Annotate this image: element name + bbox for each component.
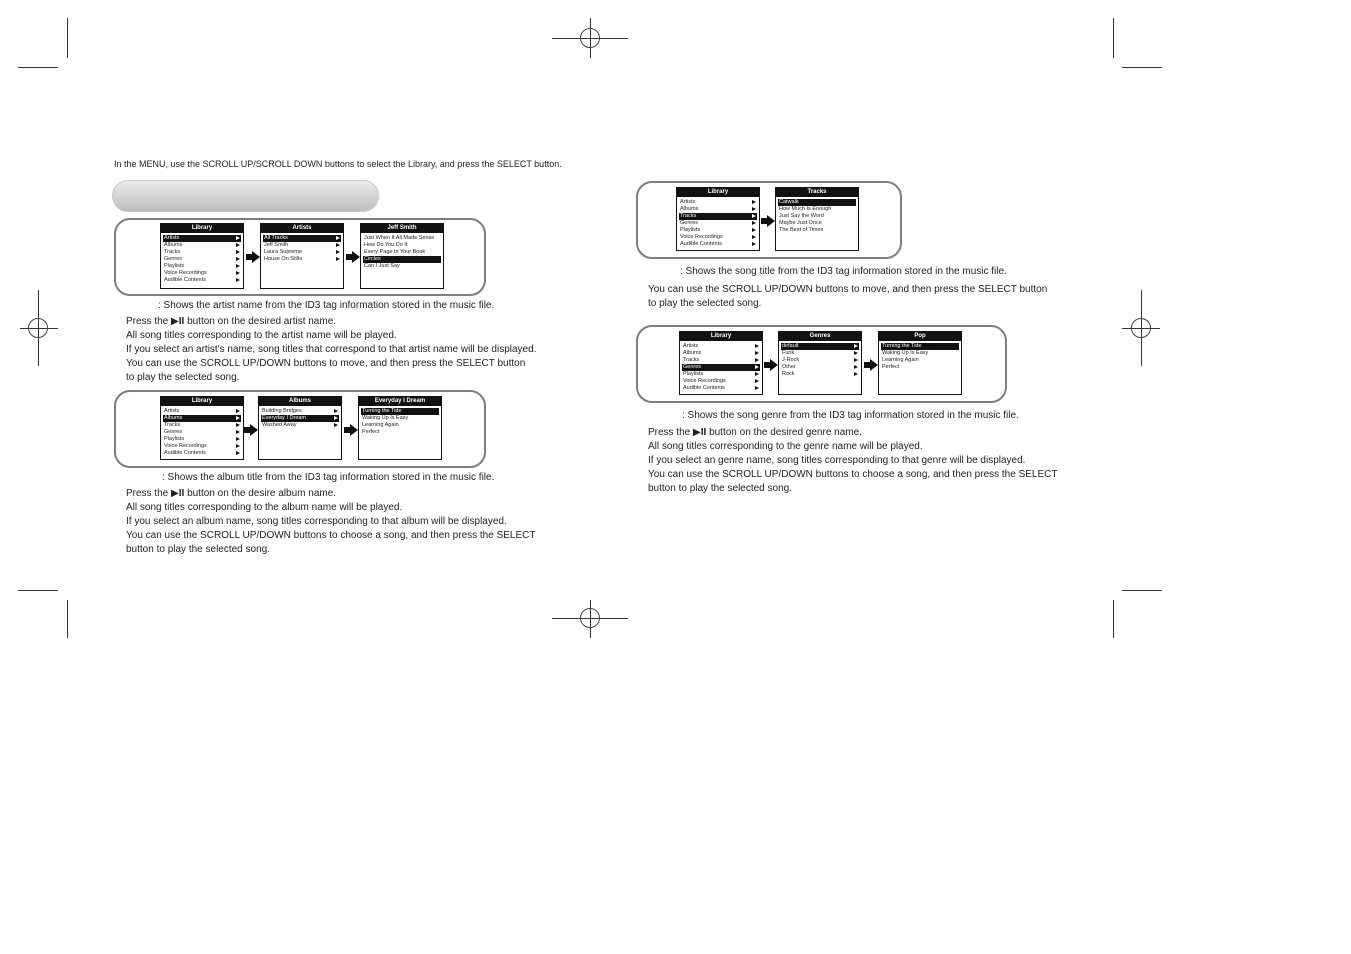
menu-item: Every Page In Your Book [364,249,426,255]
menu-item: Playlists [679,227,757,234]
submenu-arrow-icon [236,423,240,427]
instruction-text: If you select an genre name, song titles corresponding to that genre will be displayed. [648,455,1026,466]
menu-item: Perfect [362,429,380,435]
menu-item: Playlists [163,263,241,270]
play-pause-icon: ▶II [693,427,707,438]
submenu-arrow-icon [752,228,756,232]
menu-item: Genres [682,364,760,371]
instruction-text: All song titles corresponding to the album name will be played. [126,502,403,513]
menu-item: Artists [682,343,760,350]
submenu-arrow-icon [236,236,240,240]
submenu-arrow-icon [755,365,759,369]
instruction-text: button on the desired genre name. [709,427,862,438]
arrow-right-icon [244,424,258,436]
menu-item: Washed Away [261,422,339,429]
menu-item: Genres [163,429,241,436]
menu-item: Artists [679,199,757,206]
menu-item: Playlists [163,436,241,443]
tracks-description: : Shows the song title from the ID3 tag information stored in the music file. [680,266,1007,277]
menu-item: Everyday I Dream [261,415,339,422]
albums-instructions [126,487,556,557]
menu-item: Albums [682,350,760,357]
arrow-right-icon [764,359,778,371]
instruction-text: Press the [126,316,169,327]
screen-menu-list [161,233,243,284]
arrow-right-icon [246,251,260,263]
submenu-arrow-icon [755,358,759,362]
menu-item: Can I Just Say [364,263,400,269]
instruction-text: All song titles corresponding to the artist name will be played. [126,330,397,341]
instruction-text: You can use the SCROLL UP/DOWN buttons to move, and then press the SELECT button [126,358,526,369]
menu-item: Building Bridges [261,408,339,415]
screen-menu-list [776,197,858,234]
submenu-arrow-icon [854,358,858,362]
menu-item: Tracks [163,422,241,429]
intro-text: In the MENU, use the SCROLL UP/SCROLL DOWN buttons to select the Library, and press the SELECT button. [114,159,562,169]
screen-title: Everyday I Dream [359,397,441,406]
menu-item: Voice Recordings [679,234,757,241]
arrow-right-icon [346,251,360,263]
menu-item: Funk [781,350,859,357]
genres-instructions [648,426,1088,496]
menu-item: default [781,343,859,350]
submenu-arrow-icon [236,250,240,254]
screen-menu-list [680,341,762,392]
artists-library-screen [160,223,244,289]
menu-item: Waking Up Is Easy [882,350,929,356]
menu-item: Catwalk [778,199,856,206]
section-heading-bar [112,180,379,212]
menu-item: Tracks [163,249,241,256]
submenu-arrow-icon [236,243,240,247]
menu-item: Genres [679,220,757,227]
menu-item: Voice Recordings [682,378,760,385]
instruction-text: If you select an album name, song titles corresponding to that album will be displayed. [126,516,507,527]
menu-item: Voice Recordings [163,270,241,277]
artist-songs-screen [360,223,444,289]
menu-item: The Best of Times [779,227,824,233]
submenu-arrow-icon [236,409,240,413]
tracks-list-screen [775,187,859,251]
submenu-arrow-icon [336,243,340,247]
menu-item: Jeff Smith [263,242,341,249]
submenu-arrow-icon [752,221,756,225]
instruction-text: button to play the selected song. [648,483,792,494]
albums-description: : Shows the album title from the ID3 tag information stored in the music file. [162,472,495,483]
menu-item: Circles [363,256,441,263]
genres-description: : Shows the song genre from the ID3 tag information stored in the music file. [682,410,1019,421]
screen-title: Library [677,188,759,197]
submenu-arrow-icon [336,236,340,240]
menu-item: Maybe Just Once [779,220,822,226]
menu-item: Voice Recordings [163,443,241,450]
play-pause-icon: ▶II [171,488,185,499]
submenu-arrow-icon [755,386,759,390]
instruction-text: button on the desired artist name. [187,316,337,327]
screen-menu-list [261,233,343,263]
menu-item: Other [781,364,859,371]
arrow-right-icon [344,424,358,436]
submenu-arrow-icon [236,278,240,282]
menu-item: Rock [781,371,859,378]
instruction-text: You can use the SCROLL UP/DOWN buttons to choose a song, and then press the SELECT [126,530,536,541]
submenu-arrow-icon [336,250,340,254]
menu-item: Just When It All Made Sense [364,235,435,241]
menu-item: Albums [163,242,241,249]
menu-item: Audible Contents [679,241,757,248]
submenu-arrow-icon [236,444,240,448]
instruction-text: Press the [648,427,691,438]
menu-item: Perfect [882,364,900,370]
arrow-right-icon [864,359,878,371]
screen-title: Jeff Smith [361,224,443,233]
menu-item: How Much Is Enough [779,206,832,212]
submenu-arrow-icon [334,409,338,413]
menu-item: Audible Contents [163,277,241,284]
menu-item: Genres [163,256,241,263]
instruction-text: You can use the SCROLL UP/DOWN buttons to move, and then press the SELECT button [648,284,1048,295]
menu-item: Playlists [682,371,760,378]
genres-library-screen [679,331,763,395]
submenu-arrow-icon [336,257,340,261]
menu-item: Just Say the Word [779,213,824,219]
instruction-text: to play the selected song. [126,372,240,383]
artists-description: : Shows the artist name from the ID3 tag information stored in the music file. [158,300,495,311]
instruction-text: All song titles corresponding to the genre name will be played. [648,441,923,452]
screen-menu-list [879,341,961,371]
tracks-instructions [648,283,1078,311]
submenu-arrow-icon [755,344,759,348]
menu-item: Laura Supreme [263,249,341,256]
submenu-arrow-icon [752,200,756,204]
screen-title: Pop [879,332,961,341]
submenu-arrow-icon [334,416,338,420]
menu-item: Turning the Tide [361,408,439,415]
menu-item: How Do You Do It [364,242,408,248]
screen-menu-list [359,406,441,436]
submenu-arrow-icon [752,207,756,211]
screen-title: Library [161,224,243,233]
submenu-arrow-icon [236,451,240,455]
menu-item: J-Rock [781,357,859,364]
menu-item: Audible Contents [682,385,760,392]
menu-item: Turning the Tide [881,343,959,350]
albums-list-screen [258,396,342,460]
submenu-arrow-icon [755,372,759,376]
play-pause-icon: ▶II [171,316,185,327]
instruction-text: button on the desire album name. [187,488,337,499]
submenu-arrow-icon [236,430,240,434]
menu-item: House On Stilts [263,256,341,263]
submenu-arrow-icon [236,257,240,261]
submenu-arrow-icon [752,242,756,246]
menu-item: Tracks [682,357,760,364]
submenu-arrow-icon [755,379,759,383]
submenu-arrow-icon [755,351,759,355]
menu-item: Audible Contents [163,450,241,457]
submenu-arrow-icon [752,214,756,218]
instruction-text: If you select an artist's name, song titles that correspond to that artist name will be displayed. [126,344,537,355]
artists-instructions [126,315,556,385]
screen-menu-list [361,233,443,270]
menu-item: Artists [163,235,241,242]
menu-item: Learning Again [362,422,399,428]
arrow-right-icon [761,215,775,227]
screen-menu-list [779,341,861,378]
submenu-arrow-icon [236,437,240,441]
screen-menu-list [677,197,759,248]
menu-item: Albums [679,206,757,213]
artists-list-screen [260,223,344,289]
submenu-arrow-icon [334,423,338,427]
albums-library-screen [160,396,244,460]
submenu-arrow-icon [854,372,858,376]
instruction-text: Press the [126,488,169,499]
submenu-arrow-icon [854,365,858,369]
menu-item: Albums [163,415,241,422]
submenu-arrow-icon [236,264,240,268]
menu-item: Tracks [679,213,757,220]
submenu-arrow-icon [752,235,756,239]
tracks-library-screen [676,187,760,251]
screen-menu-list [259,406,341,429]
screen-title: Genres [779,332,861,341]
menu-item: Waking Up Is Easy [362,415,409,421]
screen-title: Albums [259,397,341,406]
instruction-text: You can use the SCROLL UP/DOWN buttons to choose a song, and then press the SELECT [648,469,1058,480]
submenu-arrow-icon [236,416,240,420]
screen-title: Library [680,332,762,341]
submenu-arrow-icon [236,271,240,275]
instruction-text: to play the selected song. [648,298,762,309]
submenu-arrow-icon [854,351,858,355]
genre-songs-screen [878,331,962,395]
menu-item: All Tracks [263,235,341,242]
screen-menu-list [161,406,243,457]
screen-title: Artists [261,224,343,233]
menu-item: Artists [163,408,241,415]
instruction-text: button to play the selected song. [126,544,270,555]
submenu-arrow-icon [854,344,858,348]
album-songs-screen [358,396,442,460]
screen-title: Tracks [776,188,858,197]
screen-title: Library [161,397,243,406]
genres-list-screen [778,331,862,395]
menu-item: Learning Again [882,357,919,363]
